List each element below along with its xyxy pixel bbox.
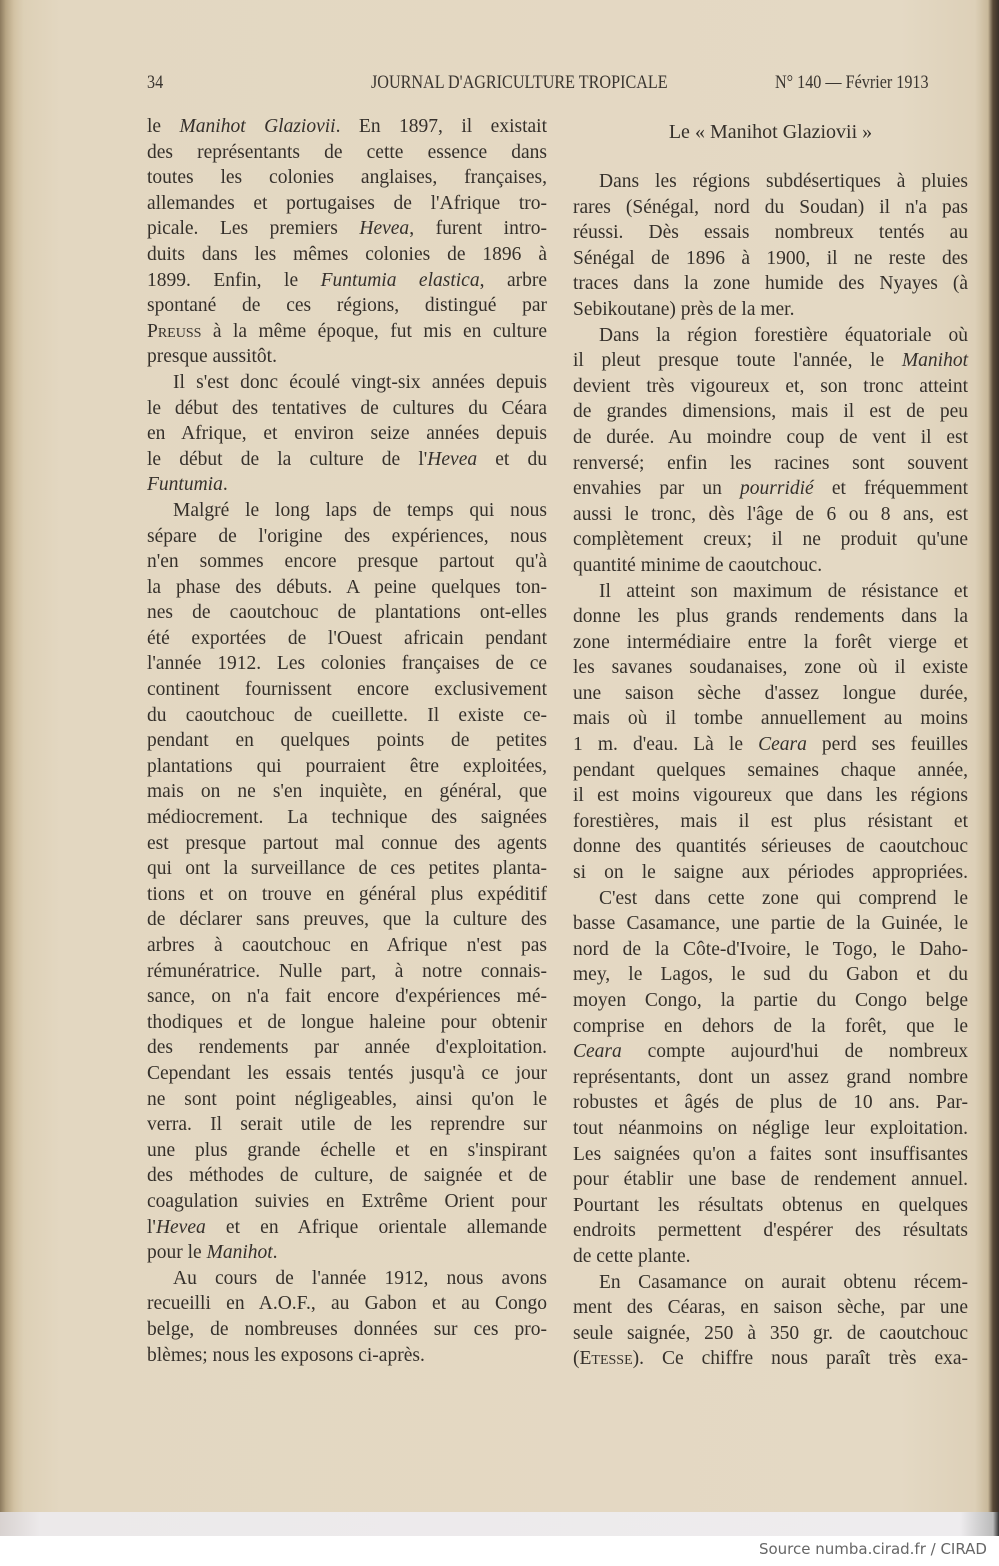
text-line (147, 498, 547, 524)
text-line (573, 246, 968, 272)
text-run: verra. Il serait utile de les reprendre sur (147, 1114, 547, 1136)
italic-text: Hevea (155, 1216, 206, 1238)
text-line (573, 425, 968, 451)
text-line (573, 1065, 968, 1091)
text-run: qui ont la surveillance de ces petites planta- (147, 858, 547, 880)
text-run: complètement creux; il ne produit qu'une (573, 529, 968, 551)
text-run: des méthodes de culture, de saignée et de (147, 1165, 547, 1187)
text-line (147, 344, 547, 370)
italic-text: Hevea (359, 218, 410, 240)
text-run: spontané de ces régions, distingué par (147, 295, 547, 317)
text-run: renversé; enfin les racines sont souvent (573, 452, 968, 474)
text-run: duits dans les mêmes colonies de 1896 à (147, 243, 547, 265)
text-line (147, 216, 547, 242)
text-run: perd ses feuilles (806, 734, 968, 756)
text-run: n'en sommes encore presque partout qu'à (147, 551, 547, 573)
text-line (147, 1317, 547, 1343)
text-line (573, 220, 968, 246)
text-run: Dans la région forestière équatoriale où (599, 324, 968, 346)
text-run: En Casamance on aurait obtenu récem- (599, 1271, 968, 1293)
text-line (573, 911, 968, 937)
text-line (147, 140, 547, 166)
text-line (573, 1193, 968, 1219)
text-line (573, 169, 968, 195)
text-run: de cette plante. (573, 1245, 691, 1267)
text-run: si on le saigne aux périodes appropriées. (573, 862, 968, 884)
text-line (147, 1010, 547, 1036)
text-run: du caoutchouc de cueillette. Il existe ce- (147, 704, 547, 726)
text-run: réussi. Dès essais nombreux tentés au (573, 222, 968, 244)
text-run: l' (147, 1216, 156, 1238)
text-line (147, 165, 547, 191)
text-run: représentants, dont un assez grand nombre (573, 1066, 968, 1088)
text-line (573, 783, 968, 809)
text-run: des rendements par année d'exploitation. (147, 1037, 547, 1059)
small-caps-name: Etesse (579, 1348, 633, 1370)
italic-text: Funtumia (147, 474, 223, 496)
text-run: sépare de l'origine des expériences, nous (147, 525, 547, 547)
text-line (573, 732, 968, 758)
text-line (573, 579, 968, 605)
text-run: le début des tentatives de cultures du Céara (147, 397, 547, 419)
text-run: donne les plus grands rendements dans la (573, 606, 968, 628)
text-run: Les saignées qu'on a faites sont insuffisantes (573, 1143, 968, 1165)
page-underlay (0, 1512, 999, 1536)
italic-text: pourridié (740, 478, 814, 500)
text-line (147, 191, 547, 217)
text-line (573, 374, 968, 400)
text-run: Il s'est donc écoulé vingt-six années depuis (173, 371, 547, 393)
text-line (147, 1266, 547, 1292)
text-line (147, 626, 547, 652)
text-line (573, 1039, 968, 1065)
text-run: coagulation suivies en Extrême Orient pour (147, 1190, 547, 1212)
text-line (147, 856, 547, 882)
text-line (573, 195, 968, 221)
text-run: de durée. Au moindre coup de vent il est (573, 426, 968, 448)
text-run: rares (Sénégal, nord du Soudan) il n'a pas (573, 196, 968, 218)
text-run: nord de la Côte-d'Ivoire, le Togo, le Daho- (573, 938, 968, 960)
text-run: mais on ne s'en inquiète, en général, que (147, 781, 547, 803)
text-line (573, 297, 968, 323)
text-run: une plus grande échelle et en s'inspirant (147, 1139, 547, 1161)
text-run: le début de la culture de l' (147, 448, 428, 470)
issue-date: N° 140 — Février 1913 (775, 72, 929, 93)
text-run: l'année 1912. Les colonies françaises de ce (147, 653, 547, 675)
journal-title: JOURNAL D'AGRICULTURE TROPICALE (371, 72, 668, 93)
text-run: ). Ce chiffre nous paraît très exa- (632, 1348, 968, 1370)
text-line (147, 959, 547, 985)
text-line (573, 527, 968, 553)
text-line (573, 1014, 968, 1040)
text-run: aussi le tronc, dès l'âge de 6 ou 8 ans, est (573, 503, 968, 525)
text-line (147, 1138, 547, 1164)
text-run: Pourtant les résultats obtenus en quelques (573, 1194, 968, 1216)
text-run: Il atteint son maximum de résistance et (599, 580, 968, 602)
text-line (147, 882, 547, 908)
text-line (573, 323, 968, 349)
small-caps-name: Preuss (147, 320, 202, 342)
text-run: toutes les colonies anglaises, françaises, (147, 167, 547, 189)
text-line (573, 553, 968, 579)
text-run: est presque partout mal connue des agents (147, 832, 547, 854)
text-run: seule saignée, 250 à 350 gr. de caoutchouc (573, 1322, 968, 1344)
text-line (573, 502, 968, 528)
text-run: nes de caoutchouc de plantations ont-elles (147, 602, 547, 624)
text-run: il est moins vigoureux que dans les régions (573, 785, 968, 807)
text-line (573, 860, 968, 886)
text-run: zone intermédiaire entre la forêt vierge et (573, 631, 968, 653)
text-line (573, 451, 968, 477)
text-line (573, 1244, 968, 1270)
text-run: envahies par un (573, 478, 741, 500)
text-line (147, 1291, 547, 1317)
text-run: 1 m. d'eau. Là le (573, 734, 759, 756)
text-line (573, 886, 968, 912)
text-run: Sénégal de 1896 à 1900, il ne reste des (573, 247, 968, 269)
text-line (573, 1116, 968, 1142)
text-run: C'est dans cette zone qui comprend le (599, 887, 968, 909)
text-run: thodiques et de longue haleine pour obtenir (147, 1011, 547, 1033)
text-line (573, 604, 968, 630)
text-line (573, 758, 968, 784)
text-run: 1899. Enfin, le (147, 269, 321, 291)
text-run: de déclarer sans preuves, que la culture des (147, 909, 547, 931)
text-run: traces dans la zone humide des Nyayes (à (573, 273, 968, 295)
text-line (147, 907, 547, 933)
text-line (147, 754, 547, 780)
italic-text: Hevea (427, 448, 478, 470)
text-line (573, 271, 968, 297)
italic-text: Ceara (758, 734, 807, 756)
text-line (573, 834, 968, 860)
text-line (147, 1163, 547, 1189)
text-run: à la même époque, fut mis en culture (201, 320, 547, 342)
text-run: Cependant les essais tentés jusqu'à ce jour (147, 1062, 547, 1084)
text-run: en Afrique, et environ seize années depuis (147, 423, 547, 445)
text-run: la phase des débuts. A peine quelques ton- (147, 576, 547, 598)
text-line (573, 1142, 968, 1168)
text-run: Sebikoutane) près de la mer. (573, 298, 795, 320)
text-run: il pleut presque toute l'année, le (573, 350, 902, 372)
text-line (147, 677, 547, 703)
text-line (147, 1189, 547, 1215)
text-line (573, 1270, 968, 1296)
italic-text: Manihot (206, 1242, 273, 1264)
text-line (147, 524, 547, 550)
text-line (573, 1346, 968, 1372)
text-run: médiocrement. La technique des saignées (147, 807, 547, 829)
text-run: ment des Céaras, en saison sèche, par une (573, 1297, 968, 1319)
text-run: allemandes et portugaises de l'Afrique tro- (147, 192, 547, 214)
left-column (147, 114, 547, 1368)
text-line (147, 933, 547, 959)
italic-text: Manihot (901, 350, 968, 372)
text-run: Dans les régions subdésertiques à pluies (599, 171, 968, 192)
text-run: Au cours de l'année 1912, nous avons (173, 1267, 547, 1289)
italic-text: Funtumia elastica (320, 269, 480, 291)
text-run: picale. Les premiers (147, 218, 360, 240)
text-run: blèmes; nous les exposons ci-après. (147, 1344, 425, 1366)
text-run: devient très vigoureux et, son tronc atteint (573, 375, 968, 397)
text-run: , arbre (479, 269, 547, 291)
text-run: plantations qui pourraient être exploitées, (147, 755, 547, 777)
text-run: mey, le Lagos, le sud du Gabon et du (573, 964, 968, 986)
text-run: belge, de nombreuses données sur ces pro- (147, 1318, 547, 1340)
text-line (147, 1061, 547, 1087)
text-run: moyen Congo, la partie du Congo belge (573, 990, 968, 1011)
text-line (147, 396, 547, 422)
text-run: des représentants de cette essence dans (147, 141, 547, 163)
text-line (147, 728, 547, 754)
text-line (147, 447, 547, 473)
text-run: les savanes soudanaises, zone où il existe (573, 657, 968, 679)
text-line (147, 1087, 547, 1113)
text-line (147, 114, 547, 140)
text-line (573, 988, 968, 1014)
text-line (573, 1218, 968, 1244)
text-line (147, 831, 547, 857)
text-run: quantité minime de caoutchouc. (573, 554, 823, 576)
text-run: et en Afrique orientale allemande (205, 1216, 547, 1238)
text-line (147, 805, 547, 831)
text-line (147, 1035, 547, 1061)
text-line (147, 242, 547, 268)
text-line (573, 681, 968, 707)
text-line (573, 655, 968, 681)
text-run: rémunératrice. Nulle part, à notre connais- (147, 960, 547, 982)
text-line (573, 1167, 968, 1193)
text-run: . (272, 1242, 278, 1264)
text-run: tout néanmoins on néglige leur exploitation. (573, 1117, 968, 1139)
text-run: été exportées de l'Ouest africain pendant (147, 627, 547, 649)
text-line (573, 1321, 968, 1347)
text-line (147, 651, 547, 677)
text-run: basse Casamance, une partie de la Guinée, le (573, 913, 968, 935)
text-line (147, 1240, 547, 1266)
text-line (147, 549, 547, 575)
text-run: presque aussitôt. (147, 346, 277, 368)
text-line (147, 319, 547, 345)
text-run: , furent intro- (409, 218, 547, 240)
text-line (147, 472, 547, 498)
text-run: recueilli en A.O.F., au Gabon et au Congo (147, 1293, 547, 1315)
text-line (573, 630, 968, 656)
text-line (573, 348, 968, 374)
text-line (573, 399, 968, 425)
text-run: sance, on n'a fait encore d'expériences mé- (147, 986, 547, 1008)
text-run: ( (573, 1348, 580, 1370)
text-run: pour le (147, 1242, 207, 1264)
text-line (147, 575, 547, 601)
text-run: tions et on trouve en général plus expéditif (147, 883, 547, 905)
text-run: arbres à caoutchouc en Afrique n'est pas (147, 935, 547, 956)
text-run: forestières, mais il est plus résistant et (573, 810, 968, 832)
text-line (147, 293, 547, 319)
text-run: une saison sèche d'assez longue durée, (573, 682, 968, 704)
text-run: et du (477, 448, 547, 470)
text-run: . (222, 474, 228, 496)
text-run: de grandes dimensions, mais il est de peu (573, 401, 968, 423)
text-line (147, 370, 547, 396)
text-line (573, 962, 968, 988)
text-line (573, 937, 968, 963)
text-run: le (147, 116, 180, 137)
text-run: mais où il tombe annuellement au moins (573, 708, 968, 730)
text-line (573, 476, 968, 502)
text-run: Malgré le long laps de temps qui nous (173, 499, 547, 521)
section-heading: Le « Manihot Glaziovii » (668, 121, 873, 143)
text-line (573, 706, 968, 732)
text-run: . En 1897, il existait (335, 116, 548, 137)
text-line (573, 1090, 968, 1116)
text-run: robustes et âgés de plus de 10 ans. Par- (573, 1092, 968, 1114)
text-run: ne sont point négligeables, ainsi qu'on le (147, 1088, 547, 1110)
right-column (573, 169, 968, 1372)
text-line (147, 703, 547, 729)
text-line (147, 600, 547, 626)
text-run: pendant quelques semaines chaque année, (573, 759, 968, 781)
text-run: continent fournissent encore exclusivement (147, 679, 547, 701)
text-line (147, 421, 547, 447)
text-line (573, 1295, 968, 1321)
source-credit: Source numba.cirad.fr / CIRAD (758, 1540, 987, 1558)
text-line (147, 1215, 547, 1241)
text-line (573, 809, 968, 835)
text-line (147, 779, 547, 805)
text-run: pour établir une base de rendement annuel. (573, 1169, 968, 1191)
text-line (147, 984, 547, 1010)
text-run: et fréquemment (813, 478, 969, 500)
text-line (147, 1112, 547, 1138)
text-line (147, 268, 547, 294)
text-line (147, 1343, 547, 1369)
italic-text: Ceara (573, 1041, 622, 1063)
text-run: pendant en quelques points de petites (147, 730, 547, 752)
text-run: donne des quantités sérieuses de caoutchouc (573, 836, 968, 858)
text-run: compte aujourd'hui de nombreux (621, 1041, 968, 1063)
text-run: comprise en dehors de la forêt, que le (573, 1015, 968, 1037)
italic-text: Manihot Glaziovii (179, 116, 336, 137)
text-run: endroits permettent d'espérer des résultats (573, 1220, 968, 1242)
page-number: 34 (147, 72, 164, 93)
